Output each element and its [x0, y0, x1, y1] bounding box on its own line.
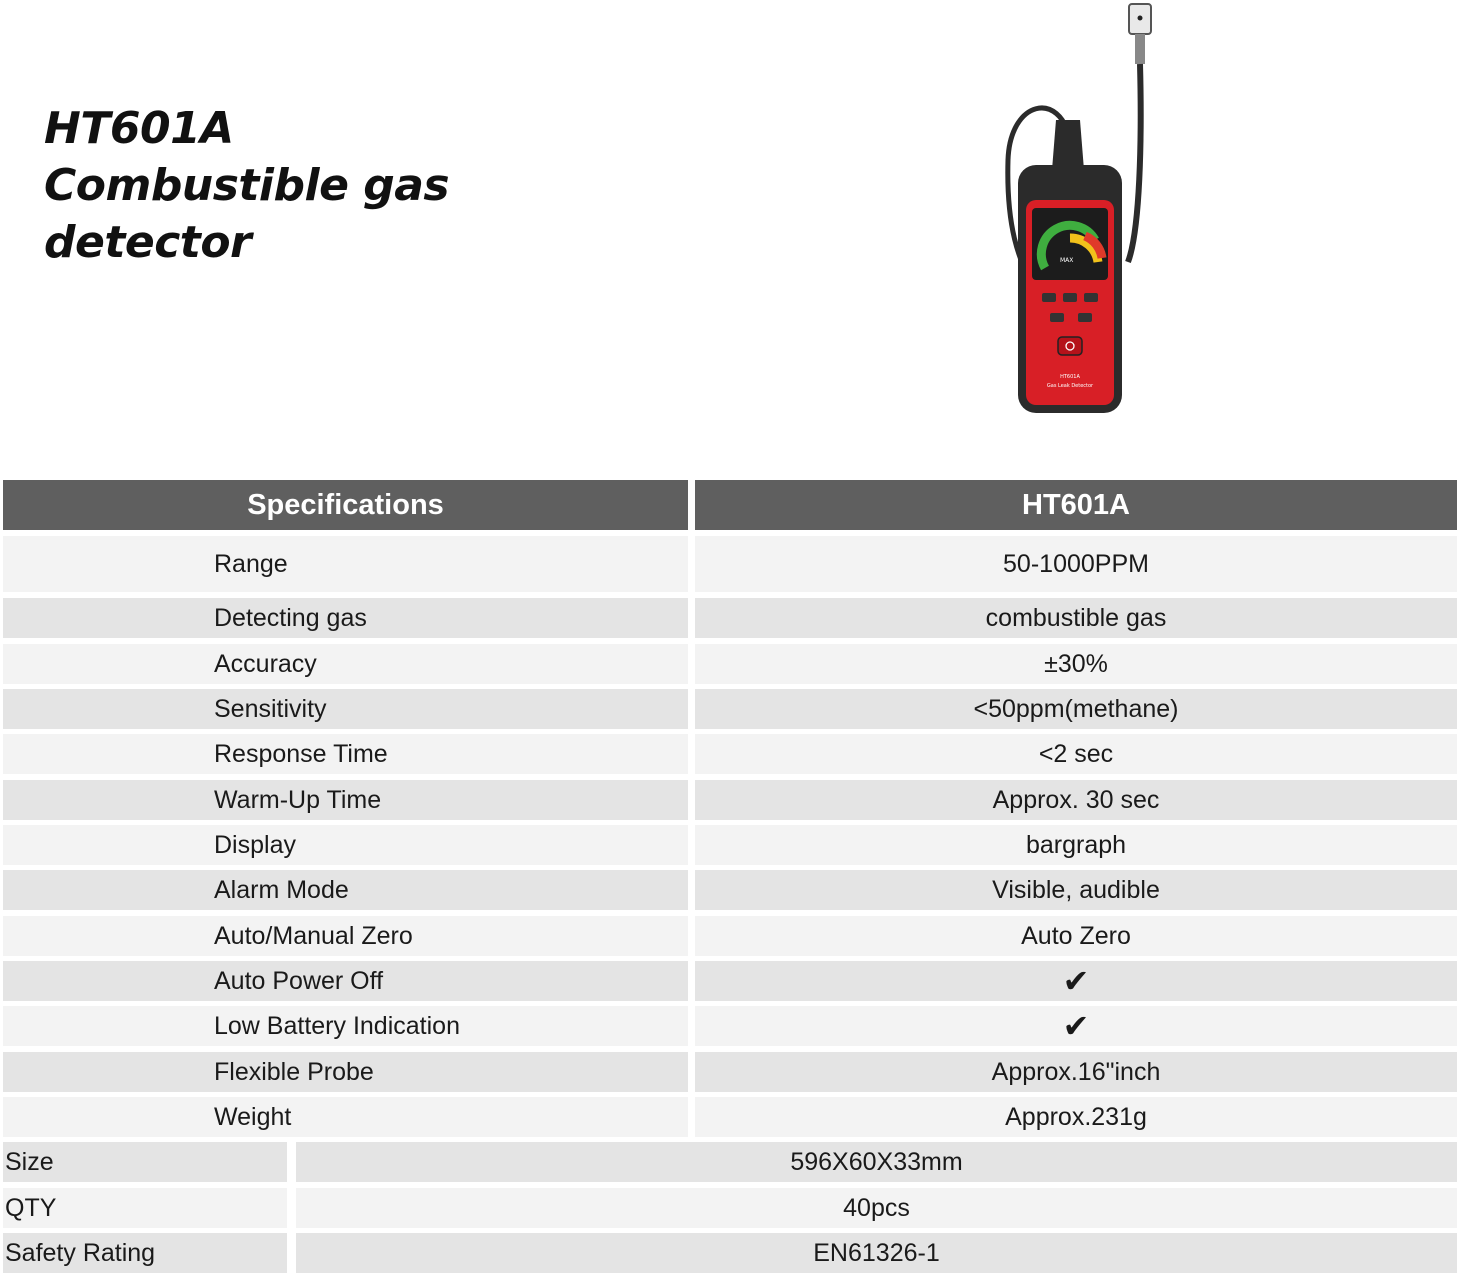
- spec-label: Auto Power Off: [3, 961, 688, 1001]
- spec-label: Safety Rating: [3, 1233, 287, 1273]
- spec-value: ±30%: [695, 644, 1457, 684]
- table-row-wide: [3, 1188, 1457, 1228]
- spec-value: <2 sec: [695, 734, 1457, 774]
- table-row: [3, 689, 1457, 729]
- spec-value: Approx.231g: [695, 1097, 1457, 1137]
- device-button-3: [1084, 293, 1098, 302]
- spec-value: EN61326-1: [296, 1233, 1457, 1273]
- spec-label: Flexible Probe: [3, 1052, 688, 1092]
- device-button-2: [1063, 293, 1077, 302]
- title-line-detector: detector: [44, 217, 252, 268]
- probe-gooseneck: [1128, 64, 1141, 262]
- spec-label: Response Time: [3, 734, 688, 774]
- probe-collar: [1135, 34, 1145, 64]
- spec-label: Size: [3, 1142, 287, 1182]
- spec-value: bargraph: [695, 825, 1457, 865]
- spec-label: Detecting gas: [3, 598, 688, 638]
- spec-label: Low Battery Indication: [3, 1006, 688, 1046]
- spec-label: Accuracy: [3, 644, 688, 684]
- screen-max-text: MAX: [1060, 257, 1074, 264]
- spec-label: Display: [3, 825, 688, 865]
- table-row: [3, 644, 1457, 684]
- title-line-model: HT601A: [44, 103, 234, 154]
- spec-value: Approx.16"inch: [695, 1052, 1457, 1092]
- table-row: [3, 870, 1457, 910]
- spec-value: 596X60X33mm: [296, 1142, 1457, 1182]
- table-row: [3, 961, 1457, 1001]
- spec-label: Sensitivity: [3, 689, 688, 729]
- device-neck: [1052, 120, 1084, 170]
- spec-value: 50-1000PPM: [695, 536, 1457, 592]
- checkmark-icon: ✔: [695, 1006, 1457, 1046]
- spec-label: Weight: [3, 1097, 688, 1137]
- spec-label: QTY: [3, 1188, 287, 1228]
- device-button-5: [1078, 313, 1092, 322]
- table-row: [3, 1006, 1457, 1046]
- probe-hole: [1138, 16, 1143, 21]
- checkmark-icon: ✔: [695, 961, 1457, 1001]
- device-button-4: [1050, 313, 1064, 322]
- gas-detector-image: [990, 0, 1180, 420]
- spec-label: Range: [3, 536, 688, 592]
- table-row: [3, 1097, 1457, 1137]
- device-product-label: Gas Leak Detector: [1046, 383, 1094, 389]
- table-row: [3, 598, 1457, 638]
- table-row: [3, 780, 1457, 820]
- table-row: [3, 734, 1457, 774]
- spec-value: Approx. 30 sec: [695, 780, 1457, 820]
- table-row-wide: [3, 1142, 1457, 1182]
- table-row-wide: [3, 1233, 1457, 1273]
- header-specifications: Specifications: [3, 480, 688, 530]
- table-row: [3, 1052, 1457, 1092]
- product-title: [44, 100, 449, 271]
- table-row: [3, 536, 1457, 592]
- table-row: [3, 916, 1457, 956]
- spec-value: 40pcs: [296, 1188, 1457, 1228]
- header-model: HT601A: [695, 480, 1457, 530]
- spec-label: Alarm Mode: [3, 870, 688, 910]
- spec-label: Auto/Manual Zero: [3, 916, 688, 956]
- spec-value: <50ppm(methane): [695, 689, 1457, 729]
- device-model-label: HT601A: [1060, 374, 1080, 380]
- spec-value: Visible, audible: [695, 870, 1457, 910]
- spec-value: combustible gas: [695, 598, 1457, 638]
- title-line-type: Combustible gas: [44, 160, 450, 211]
- table-row: [3, 825, 1457, 865]
- device-button-1: [1042, 293, 1056, 302]
- spec-label: Warm-Up Time: [3, 780, 688, 820]
- power-button: [1058, 337, 1082, 355]
- spec-value: Auto Zero: [695, 916, 1457, 956]
